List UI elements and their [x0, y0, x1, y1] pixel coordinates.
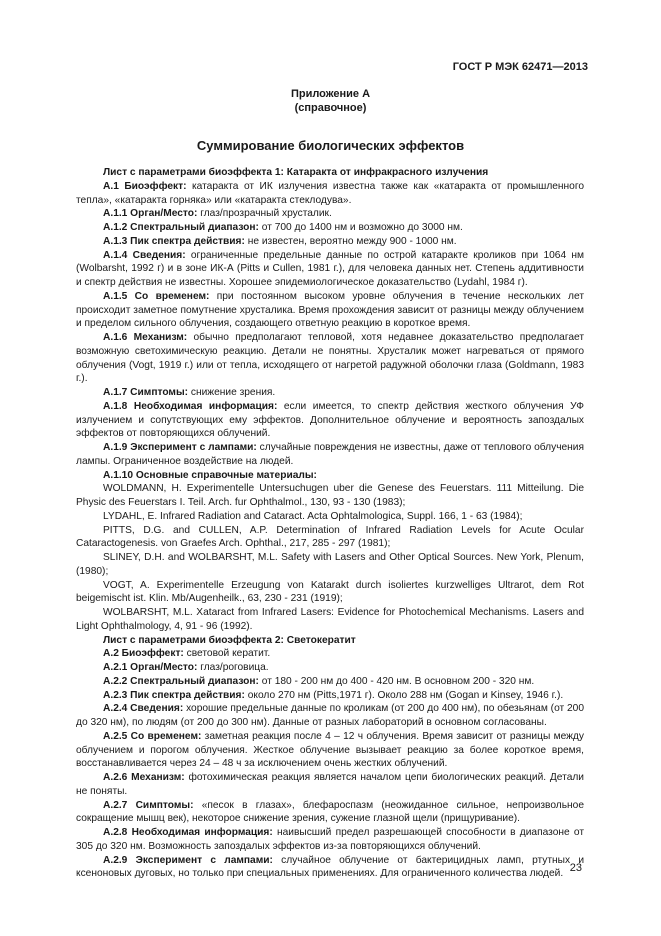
annex-note: (справочное): [294, 102, 367, 114]
paragraph: [76, 441, 584, 469]
paragraph-text: случайное облучение от бактерицидных ламп, ртутных и ксеноновых дуговых, но только при специальных применениях. Для ограниченного количества людей.: [76, 854, 585, 880]
paragraph: [76, 661, 584, 675]
paragraph: [76, 386, 584, 400]
paragraph: [76, 854, 584, 882]
paragraph-label: А.1.4 Сведения:: [103, 249, 186, 261]
paragraph-text: заметная реакция после 4 – 12 ч облучения. Время зависит от разницы между облучением и порогом облучения. Жесткое облучение вызывает реакцию за более короткое время, восстанавливается через 24 – 48 ч за исключением очень жестких облучений.: [76, 730, 584, 770]
reference: [76, 510, 584, 524]
paragraph-label: Лист с параметрами биоэффекта 2: Светокератит: [103, 634, 356, 646]
paragraph-text: световой кератит.: [183, 648, 271, 660]
reference-text: WOLDMANN, H. Experimentelle Untersuchugen uber die Genese des Feuerstars. 111 Mitteilung. Die Physic des Feuerstars I. Teil. Arch. fur Ophthalmol., 130, 93 - 130 (1983);: [76, 483, 584, 508]
reference-text: PITTS, D.G. and CULLEN, A.P. Determination of Infrared Radiation Levels for Acute Ocular Cataractogenesis. von Graefes Arch. Ophthal., 217, 285 - 297 (1981);: [76, 524, 584, 550]
paragraph-label: А.2.4 Сведения:: [103, 703, 184, 715]
paragraph-label: А.1 Биоэффект:: [103, 180, 187, 192]
paragraph-label: А.2.8 Необходимая информация:: [103, 827, 273, 838]
paragraph: [76, 647, 584, 661]
reference-text: WOLBARSHT, M.L. Xataract from Infrared Lasers: Evidence for Photochemical Mechanisms. Lasers and Light Ophthalmology, 4, 91 - 96 (1992).: [76, 607, 584, 632]
reference: [76, 482, 584, 510]
reference-text: LYDAHL, E. Infrared Radiation and Cataract. Acta Ophtalmologica, Suppl. 166, 1 - 63 (1984);: [103, 510, 523, 522]
paragraph: [76, 799, 584, 827]
paragraph-label: Лист с параметрами биоэффекта 1: Катаракта от инфракрасного излучения: [103, 167, 489, 178]
paragraph-text: если имеется, то спектр действия жесткого облучения УФ излучением и сопутствующих ему эффектов. Дополнительное облучение и вероятность запоздалых эффектов от повторяющихся облучений.: [76, 400, 584, 440]
reference-text: SLINEY, D.H. and WOLBARSHT, M.L. Safety with Lasers and Other Optical Sources. New York, Plenum, (1980);: [76, 552, 584, 577]
paragraph-text: глаз/прозрачный хрусталик.: [197, 208, 332, 220]
paragraph-label: А.1.8 Необходимая информация:: [103, 400, 278, 412]
paragraph: [76, 634, 584, 648]
paragraph: [76, 249, 584, 290]
paragraph-label: А.2.7 Симптомы:: [103, 799, 194, 811]
paragraph-label: А.1.10 Основные справочные материалы:: [103, 469, 317, 481]
reference: [76, 524, 584, 552]
paragraph-label: А.2.5 Со временем:: [103, 730, 202, 742]
paragraph-text: не известен, вероятно между 900 - 1000 нм.: [244, 235, 457, 247]
paragraph: [76, 290, 584, 331]
paragraph-label: А.2.3 Пик спектра действия:: [103, 689, 245, 701]
paragraph-label: А.2 Биоэффект:: [103, 648, 184, 660]
paragraph-label: А.1.5 Со временем:: [103, 290, 210, 302]
paragraph: [76, 702, 584, 730]
paragraph: [76, 166, 584, 180]
paragraph-text: обычно предполагают тепловой, хотя недавнее доказательство предполагает возможную светохимическую реакцию. Детали не понятны. Хрусталик может нагреваться от прямого облучения (Vogt, 1919 г.) или от тепла, исходящего от нагретой радужной оболочки глаза (Goldmann, 1983 г.).: [76, 332, 584, 385]
paragraph-label: А.1.7 Симптомы:: [103, 387, 189, 398]
paragraph: [76, 207, 584, 221]
paragraph-label: А.1.3 Пик спектра действия:: [103, 235, 245, 247]
paragraph: [76, 826, 584, 854]
paragraph-text: «песок в глазах», блефароспазм (неожиданное сильное, непроизвольное сокращение мышц век), некоторое снижение зрения, сужение глазной щели (прищуривание).: [76, 799, 585, 825]
paragraph-text: наивысший предел разрешающей способности в диапазоне от 305 до 320 нм. Возможность запоздалых эффектов из-за повторяющихся облучений.: [76, 827, 584, 852]
paragraph-text: случайные повреждения не известны, даже от теплового облучения лампы. Ограниченное воздействие на людей.: [76, 442, 584, 467]
reference-text: VOGT, A. Experimentelle Erzeugung von Katarakt durch isoliertes kurzwelliges Ultrarot, dem Rot beigemischt ist. Klin. Mb/Augenheilk., 63, 230 - 231 (1919);: [76, 579, 584, 605]
paragraph: [76, 675, 584, 689]
paragraph-text: фотохимическая реакция является началом цепи биологических реакций. Детали не поняты.: [76, 772, 584, 797]
paragraph: [76, 331, 584, 386]
paragraph-label: А.2.1 Орган/Место:: [103, 662, 198, 673]
page-number: 23: [569, 862, 582, 874]
paragraph-text: катаракта от ИК излучения известна также как «катаракта от промышленного тепла», «катаракта горняка» или «катаракта стеклодува».: [76, 180, 584, 206]
paragraph-text: хорошие предельные данные по кроликам (от 200 до 400 нм), по обезьянам (от 200 до 320 нм), по людям (от 200 до 300 нм). Данные от разных лабораторий в основном согласованы.: [76, 703, 585, 728]
annex-heading: [0, 87, 661, 115]
paragraph-text: глаз/роговица.: [197, 662, 269, 673]
paragraph-label: А.1.6 Механизм:: [103, 332, 188, 343]
page-title: Суммирование биологических эффектов: [196, 138, 465, 153]
reference: [76, 551, 584, 579]
paragraph: [76, 689, 584, 703]
paragraph-text: снижение зрения.: [188, 387, 276, 398]
standard-number: ГОСТ Р МЭК 62471—2013: [452, 61, 588, 73]
paragraph-label: А.2.6 Механизм:: [103, 772, 185, 783]
annex-title: Приложение А: [290, 88, 371, 100]
paragraph-label: А.1.2 Спектральный диапазон:: [103, 222, 259, 233]
paragraph: [76, 469, 584, 483]
paragraph: [76, 180, 584, 208]
paragraph: [76, 771, 584, 799]
paragraph-label: А.2.2 Спектральный диапазон:: [103, 675, 259, 687]
paragraph-label: А.2.9 Эксперимент с лампами:: [103, 854, 273, 866]
paragraph: [76, 221, 584, 235]
paragraph-text: ограниченные предельные данные по острой катаракте кроликов при 1064 нм (Wolbarsht, 1992 г) и в зоне ИК-А (Pitts и Cullen, 1981 г.), для человека данных нет. Степень аддитивности и спектр действия не известны. Хорошее эпидемиологическое доказательство (Lydahl, 1984 г).: [76, 249, 585, 288]
paragraph: [76, 730, 584, 771]
paragraph-label: А.1.9 Эксперимент с лампами:: [103, 442, 257, 453]
paragraph-text: от 180 - 200 нм до 400 - 420 нм. В основном 200 - 320 нм.: [258, 675, 535, 687]
reference: [76, 579, 584, 607]
document-body: [76, 166, 584, 881]
paragraph-text: при постоянном высоком уровне облучения в течение нескольких лет происходит заметное помутнение хрусталика. Время прохождения зависит от разницы между облучением и пределом сильного облучения, создающего ответную реакцию в короткое время.: [76, 290, 584, 330]
paragraph: [76, 400, 584, 441]
paragraph: [76, 235, 584, 249]
reference: [76, 606, 584, 634]
paragraph-text: около 270 нм (Pitts,1971 г). Около 288 нм (Gogan и Kinsey, 1946 г.).: [244, 689, 564, 701]
paragraph-text: от 700 до 1400 нм и возможно до 3000 нм.: [258, 222, 463, 233]
paragraph-label: А.1.1 Орган/Место:: [103, 208, 198, 220]
